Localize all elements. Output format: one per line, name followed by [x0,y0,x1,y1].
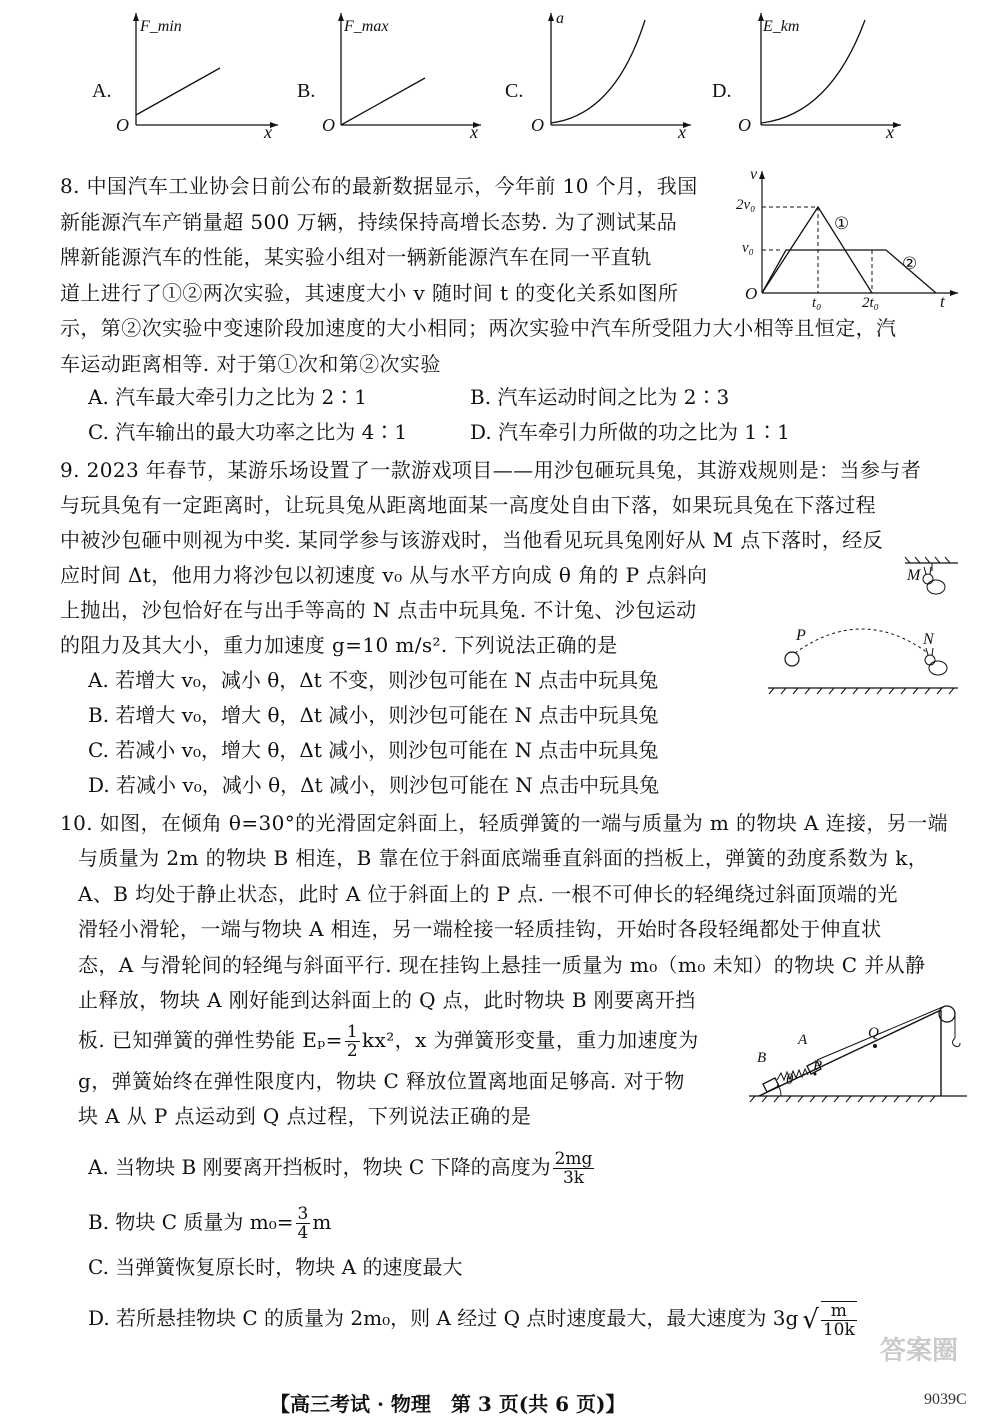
q8-option-d: D. 汽车牵引力所做的功之比为 1∶1 [470,420,790,444]
q10-line-2: 与质量为 2m 的物块 B 相连，B 靠在位于斜面底端垂直斜面的挡板上，弹簧的劲度系数为 k， [78,846,929,870]
q9-line-6: 的阻力及其大小，重力加速度 g=10 m/s². 下列说法正确的是 [60,633,618,657]
q10-option-b [88,1200,331,1244]
q10-option-b-tail: m [312,1210,332,1234]
q10-option-a [88,1145,596,1189]
q9-option-d: D. 若减小 v₀，减小 θ，Δt 减小，则沙包可能在 N 点击中玩具兔 [88,773,660,797]
q10-line-1: 10. 如图，在倾角 θ=30°的光滑固定斜面上，轻质弹簧的一端与质量为 m 的物块 A 连接，另一端 [60,811,949,835]
graph-b-ylabel: F_max [344,18,389,35]
fraction-numerator: 1 [346,1022,359,1042]
q10-line-7-pre: 板. 已知弹簧的弹性势能 Eₚ= [78,1028,343,1052]
q10-fig-b: B [757,1050,767,1066]
graph-a-origin: O [116,115,129,135]
q10-option-c: C. 当弹簧恢复原长时，物块 A 的速度最大 [88,1255,463,1279]
q8-graph-curve-2-label: ② [902,254,918,274]
q10-fig-a: A [798,1032,808,1048]
q9-fig-n: N [923,631,934,648]
q9-option-c: C. 若减小 v₀，增大 θ，Δt 减小，则沙包可能在 N 点击中玩具兔 [88,738,659,762]
q10-option-b-fraction [296,1205,311,1242]
q8-option-b: B. 汽车运动时间之比为 2∶3 [470,385,730,409]
q10-fig-q: Q [868,1025,879,1041]
q9-option-a: A. 若增大 v₀，减小 θ，Δt 不变，则沙包可能在 N 点击中玩具兔 [88,668,659,692]
graph-c-label: C. [505,80,524,102]
q10-line-5: 态，A 与滑轮间的轻绳与斜面平行. 现在挂钩上悬挂一质量为 m₀（m₀ 未知）的物块 C 并从静 [78,953,926,977]
q10-option-d-text: D. 若所悬挂物块 C 的质量为 2m₀，则 A 经过 Q 点时速度最大，最大速度为 3g [88,1306,799,1330]
graph-b-xlabel: x [470,122,478,142]
q9-option-b: B. 若增大 v₀，增大 θ，Δt 减小，则沙包可能在 N 点击中玩具兔 [88,703,659,727]
graph-d-origin: O [738,115,751,135]
q9-figure [760,555,960,705]
q10-line-7 [78,1018,699,1062]
fraction-denominator: 3k [562,1168,585,1188]
q8-graph-origin: O [745,284,758,303]
fraction-numerator: 3 [297,1204,309,1224]
graph-a-xlabel: x [264,122,272,142]
q8-graph-curve-1-label: ① [834,214,850,234]
graph-c-origin: O [531,115,544,135]
graph-b-origin: O [322,115,335,135]
q9-fig-m: M [907,567,921,584]
q8-line-1: 8. 中国汽车工业协会日前公布的最新数据显示，今年前 10 个月，我国 [60,174,698,198]
fraction-numerator: m [821,1302,857,1321]
graph-c-ylabel: a [556,10,564,27]
fraction-denominator: 10k [822,1319,855,1340]
q8-vt-graph [740,165,965,310]
graph-a-label: A. [92,80,112,102]
q8-line-6: 车运动距离相等. 对于第①次和第②次实验 [60,352,441,376]
q9-line-2: 与玩具兔有一定距离时，让玩具兔从距离地面某一高度处自由下落，如果玩具兔在下落过程 [60,493,876,517]
q8-line-3: 牌新能源汽车的性能，某实验小组对一辆新能源汽车在同一平直轨 [60,245,652,269]
fraction-denominator: 4 [297,1223,309,1243]
q10-line-8: g，弹簧始终在弹性限度内，物块 C 释放位置离地面足够高. 对于物 [78,1069,685,1093]
graph-d [705,5,905,145]
q8-option-c: C. 汽车输出的最大功率之比为 4∶1 [88,420,408,444]
q9-line-5: 上抛出，沙包恰好在与出手等高的 N 点击中玩具兔. 不计兔、沙包运动 [60,598,697,622]
q9-fig-p: P [796,627,806,644]
q10-option-a-text: A. 当物块 B 刚要离开挡板时，物块 C 下降的高度为 [88,1155,551,1179]
q9-line-3: 中被沙包砸中则视为中奖. 某同学参与该游戏时，当他看见玩具兔刚好从 M 点下落时，经反 [60,528,884,552]
q9-line-4: 应时间 Δt，他用力将沙包以初速度 v₀ 从与水平方向成 θ 角的 P 点斜向 [60,563,708,587]
q8-graph-v0: v₀ [742,240,754,256]
exam-code: 9039C [924,1391,967,1408]
q10-option-a-fraction [553,1150,595,1187]
q8-graph-2t0: 2t₀ [862,295,879,311]
q8-line-4: 道上进行了①②两次实验，其速度大小 v 随时间 t 的变化关系如图所 [60,281,679,305]
q10-line-7-post: kx²，x 为弹簧形变量，重力加速度为 [362,1028,699,1052]
q10-incline-figure [745,1000,970,1125]
graph-b-label: B. [297,80,316,102]
q10-line-6: 止释放，物块 A 刚好能到达斜面上的 Q 点，此时物块 B 刚要离开挡 [78,988,696,1012]
graph-c [495,5,695,145]
q8-option-a: A. 汽车最大牵引力之比为 2∶1 [88,385,367,409]
graph-d-xlabel: x [886,122,894,142]
q10-line-3: A、B 均处于静止状态，此时 A 位于斜面上的 P 点. 一根不可伸长的轻绳绕过斜面顶端的光 [78,882,898,906]
watermark: 答案圈 [880,1335,959,1365]
sqrt-symbol: √ [802,1304,819,1335]
q10-option-b-text: B. 物块 C 质量为 m₀= [88,1210,294,1234]
q10-line-9: 块 A 从 P 点运动到 Q 点过程，下列说法正确的是 [78,1104,532,1128]
graph-d-ylabel: E_km [763,18,800,35]
rabbit-top-icon [923,567,945,594]
fraction-denominator: 2 [346,1041,359,1061]
q9-line-1: 9. 2023 年春节，某游乐场设置了一款游戏项目——用沙包砸玩具兔，其游戏规则是：当参与者 [60,458,922,482]
fraction-numerator: 2mg [554,1149,593,1169]
q10-fig-theta: θ [786,1072,794,1088]
q8-line-5: 示，第②次实验中变速阶段加速度的大小相同；两次实验中汽车所受阻力大小相等且恒定，汽 [60,316,897,340]
graph-c-xlabel: x [678,122,686,142]
q10-option-d-fraction [821,1301,857,1339]
q8-graph-t0: t₀ [812,295,822,311]
q8-line-2: 新能源汽车产销量超 500 万辆，持续保持高增长态势. 为了测试某品 [60,210,678,234]
q8-graph-2v0: 2v₀ [736,197,756,213]
rabbit-bottom-icon [925,648,947,675]
q8-graph-t: t [940,292,945,311]
graph-d-label: D. [712,80,732,102]
page-footer: 【高三考试 · 物理 第 3 页(共 6 页)】 [270,1392,626,1416]
q10-line-4: 滑轻小滑轮，一端与物块 A 相连，另一端栓接一轻质挂钩，开始时各段轻绳都处于伸直状 [78,917,882,941]
graph-a-ylabel: F_min [140,18,182,35]
q8-graph-v: v [750,166,758,183]
q10-fig-p: P [813,1058,823,1074]
q10-energy-fraction [345,1023,360,1060]
q10-option-d [88,1296,859,1342]
